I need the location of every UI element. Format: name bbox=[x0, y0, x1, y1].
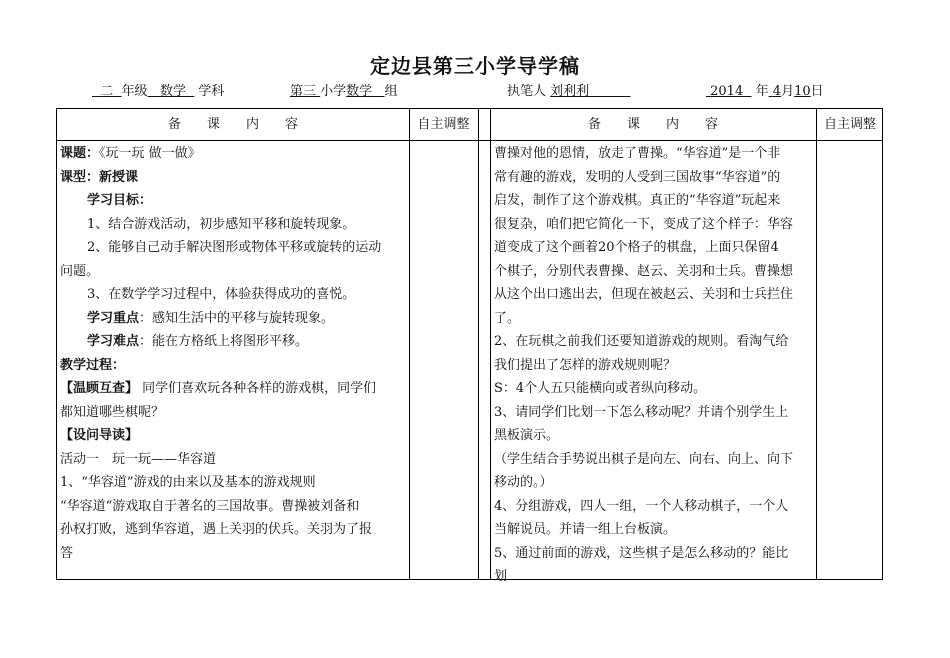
grade-label: 年级 bbox=[121, 84, 148, 99]
left-content-header: 备 课 内 容 bbox=[167, 117, 298, 132]
body-line: 当解说员。并请一组上台板演。 bbox=[494, 522, 677, 537]
lesson-type-line: 课型：新授课 bbox=[60, 169, 139, 185]
body-line: 黑板演示。 bbox=[494, 428, 560, 443]
body-line: 启发，制作了这个游戏棋。真正的“华容道”玩起来 bbox=[494, 193, 781, 208]
body-line: 我们提出了怎样的游戏规则呢？ bbox=[494, 357, 677, 373]
grade-value: 二 bbox=[100, 84, 114, 99]
divider-center-1 bbox=[478, 109, 479, 579]
right-content-header: 备 课 内 容 bbox=[587, 117, 718, 132]
body-line: 很复杂，咱们把它简化一下，变成了这个样子：华容 bbox=[494, 216, 794, 232]
group-subject: 数学 bbox=[346, 84, 373, 99]
body-line: （学生结合手势说出棋子是向左、向右、向上、向下 bbox=[494, 451, 794, 467]
divider-left-adjust bbox=[409, 109, 410, 579]
author-value: 刘利利 bbox=[550, 84, 590, 99]
divider-center-2 bbox=[490, 109, 491, 579]
objectives-heading: 学习目标： bbox=[87, 193, 153, 208]
key-point-text: ：感知生活中的平移与旋转现象。 bbox=[139, 310, 335, 326]
objective-line: 1、结合游戏活动，初步感知平移和旋转现象。 bbox=[87, 216, 356, 232]
month-value: 4 bbox=[772, 84, 782, 99]
review-line: 【温顾互查】 同学们喜欢玩各种各样的游戏棋，同学们 bbox=[60, 381, 377, 396]
body-line: 个棋子，分别代表曹操、赵云、关羽和士兵。曹操想 bbox=[494, 263, 794, 279]
objective-line: 问题。 bbox=[60, 263, 100, 279]
body-line: 曹操对他的恩情，放走了曹操。“华容道”是一个非 bbox=[494, 146, 781, 161]
key-point-line: 学习重点：感知生活中的平移与旋转现象。 bbox=[87, 310, 335, 326]
body-line: “华容道“游戏取自于著名的三国故事。曹操被刘备和 bbox=[60, 498, 360, 514]
day-value: 10 bbox=[794, 84, 811, 99]
topic-line: 课题：《玩一玩 做一做》 bbox=[60, 146, 201, 161]
subject-label: 学科 bbox=[198, 84, 225, 99]
body-line: 3、请同学们比划一下怎么移动呢？并请个别学生上 bbox=[494, 404, 789, 420]
group-field bbox=[290, 80, 398, 99]
body-line: 从这个出口逃出去，但现在被赵云、关羽和士兵拦住 bbox=[494, 287, 794, 302]
left-adjust-header: 自主调整 bbox=[417, 117, 470, 132]
review-text: 同学们喜欢玩各种各样的游戏棋，同学们 bbox=[138, 381, 377, 396]
body-line: 了。 bbox=[494, 310, 521, 326]
objective-line: 3、在数学学习过程中，体验获得成功的喜悦。 bbox=[87, 287, 356, 302]
group-label: 组 bbox=[384, 84, 398, 99]
divider-right-adjust bbox=[816, 109, 817, 579]
document-title: 定边县第三小学导学稿 bbox=[370, 54, 580, 78]
body-line: 孙权打败，逃到华容道，遇上关羽的伏兵。关羽为了报 bbox=[60, 522, 373, 537]
header-divider bbox=[57, 140, 882, 141]
month-label: 月 bbox=[781, 84, 795, 99]
body-line: 5、通过前面的游戏，这些棋子是怎么移动的？能比 bbox=[494, 545, 789, 561]
year-label: 年 bbox=[755, 84, 769, 99]
activity-line: 活动一 玩一玩——华容道 bbox=[60, 451, 217, 467]
day-label: 日 bbox=[810, 84, 824, 99]
body-line: 道变成了这个画着20个格子的棋盘，上面只保留4 bbox=[494, 240, 779, 255]
subject-value: 数学 bbox=[159, 84, 186, 99]
grade-field bbox=[92, 80, 224, 99]
right-content-column bbox=[494, 142, 814, 589]
group-prefix: 第三 bbox=[290, 84, 317, 99]
year-value: 2014 bbox=[710, 84, 744, 99]
difficulty-text: ：能在方格纸上将图形平移。 bbox=[139, 334, 309, 349]
process-heading: 教学过程： bbox=[60, 357, 126, 373]
group-mid: 小学 bbox=[320, 84, 347, 99]
body-line: 4、分组游戏，四人一组，一个人移动棋子，一个人 bbox=[494, 498, 789, 514]
left-content-column bbox=[60, 142, 406, 565]
topic-value: 《玩一玩 做一做》 bbox=[99, 146, 201, 161]
difficulty-line: 学习难点：能在方格纸上将图形平移。 bbox=[87, 334, 309, 349]
body-line: 1、“华容道”游戏的由来以及基本的游戏规则 bbox=[60, 475, 316, 490]
author-field bbox=[507, 80, 631, 99]
body-line: S：4个人五只能横向或者纵向移动。 bbox=[494, 381, 707, 396]
review-line-cont: 都知道哪些棋呢？ bbox=[60, 404, 165, 420]
objective-line: 2、能够自己动手解决图形或物体平移或旋转的运动 bbox=[87, 240, 382, 255]
body-line: 2、在玩棋之前我们还要知道游戏的规则。看淘气给 bbox=[494, 334, 789, 349]
body-line: 答 bbox=[60, 545, 74, 561]
guide-heading: 【设问导读】 bbox=[60, 428, 139, 443]
lesson-plan-table bbox=[56, 108, 883, 584]
body-line: 常有趣的游戏，发明的人受到三国故事“华容道”的 bbox=[494, 169, 781, 185]
body-line: 划 bbox=[494, 569, 508, 584]
date-field bbox=[706, 80, 824, 99]
body-line: 移动的。） bbox=[494, 475, 553, 490]
author-label: 执笔人 bbox=[507, 84, 547, 99]
right-adjust-header: 自主调整 bbox=[823, 117, 876, 132]
